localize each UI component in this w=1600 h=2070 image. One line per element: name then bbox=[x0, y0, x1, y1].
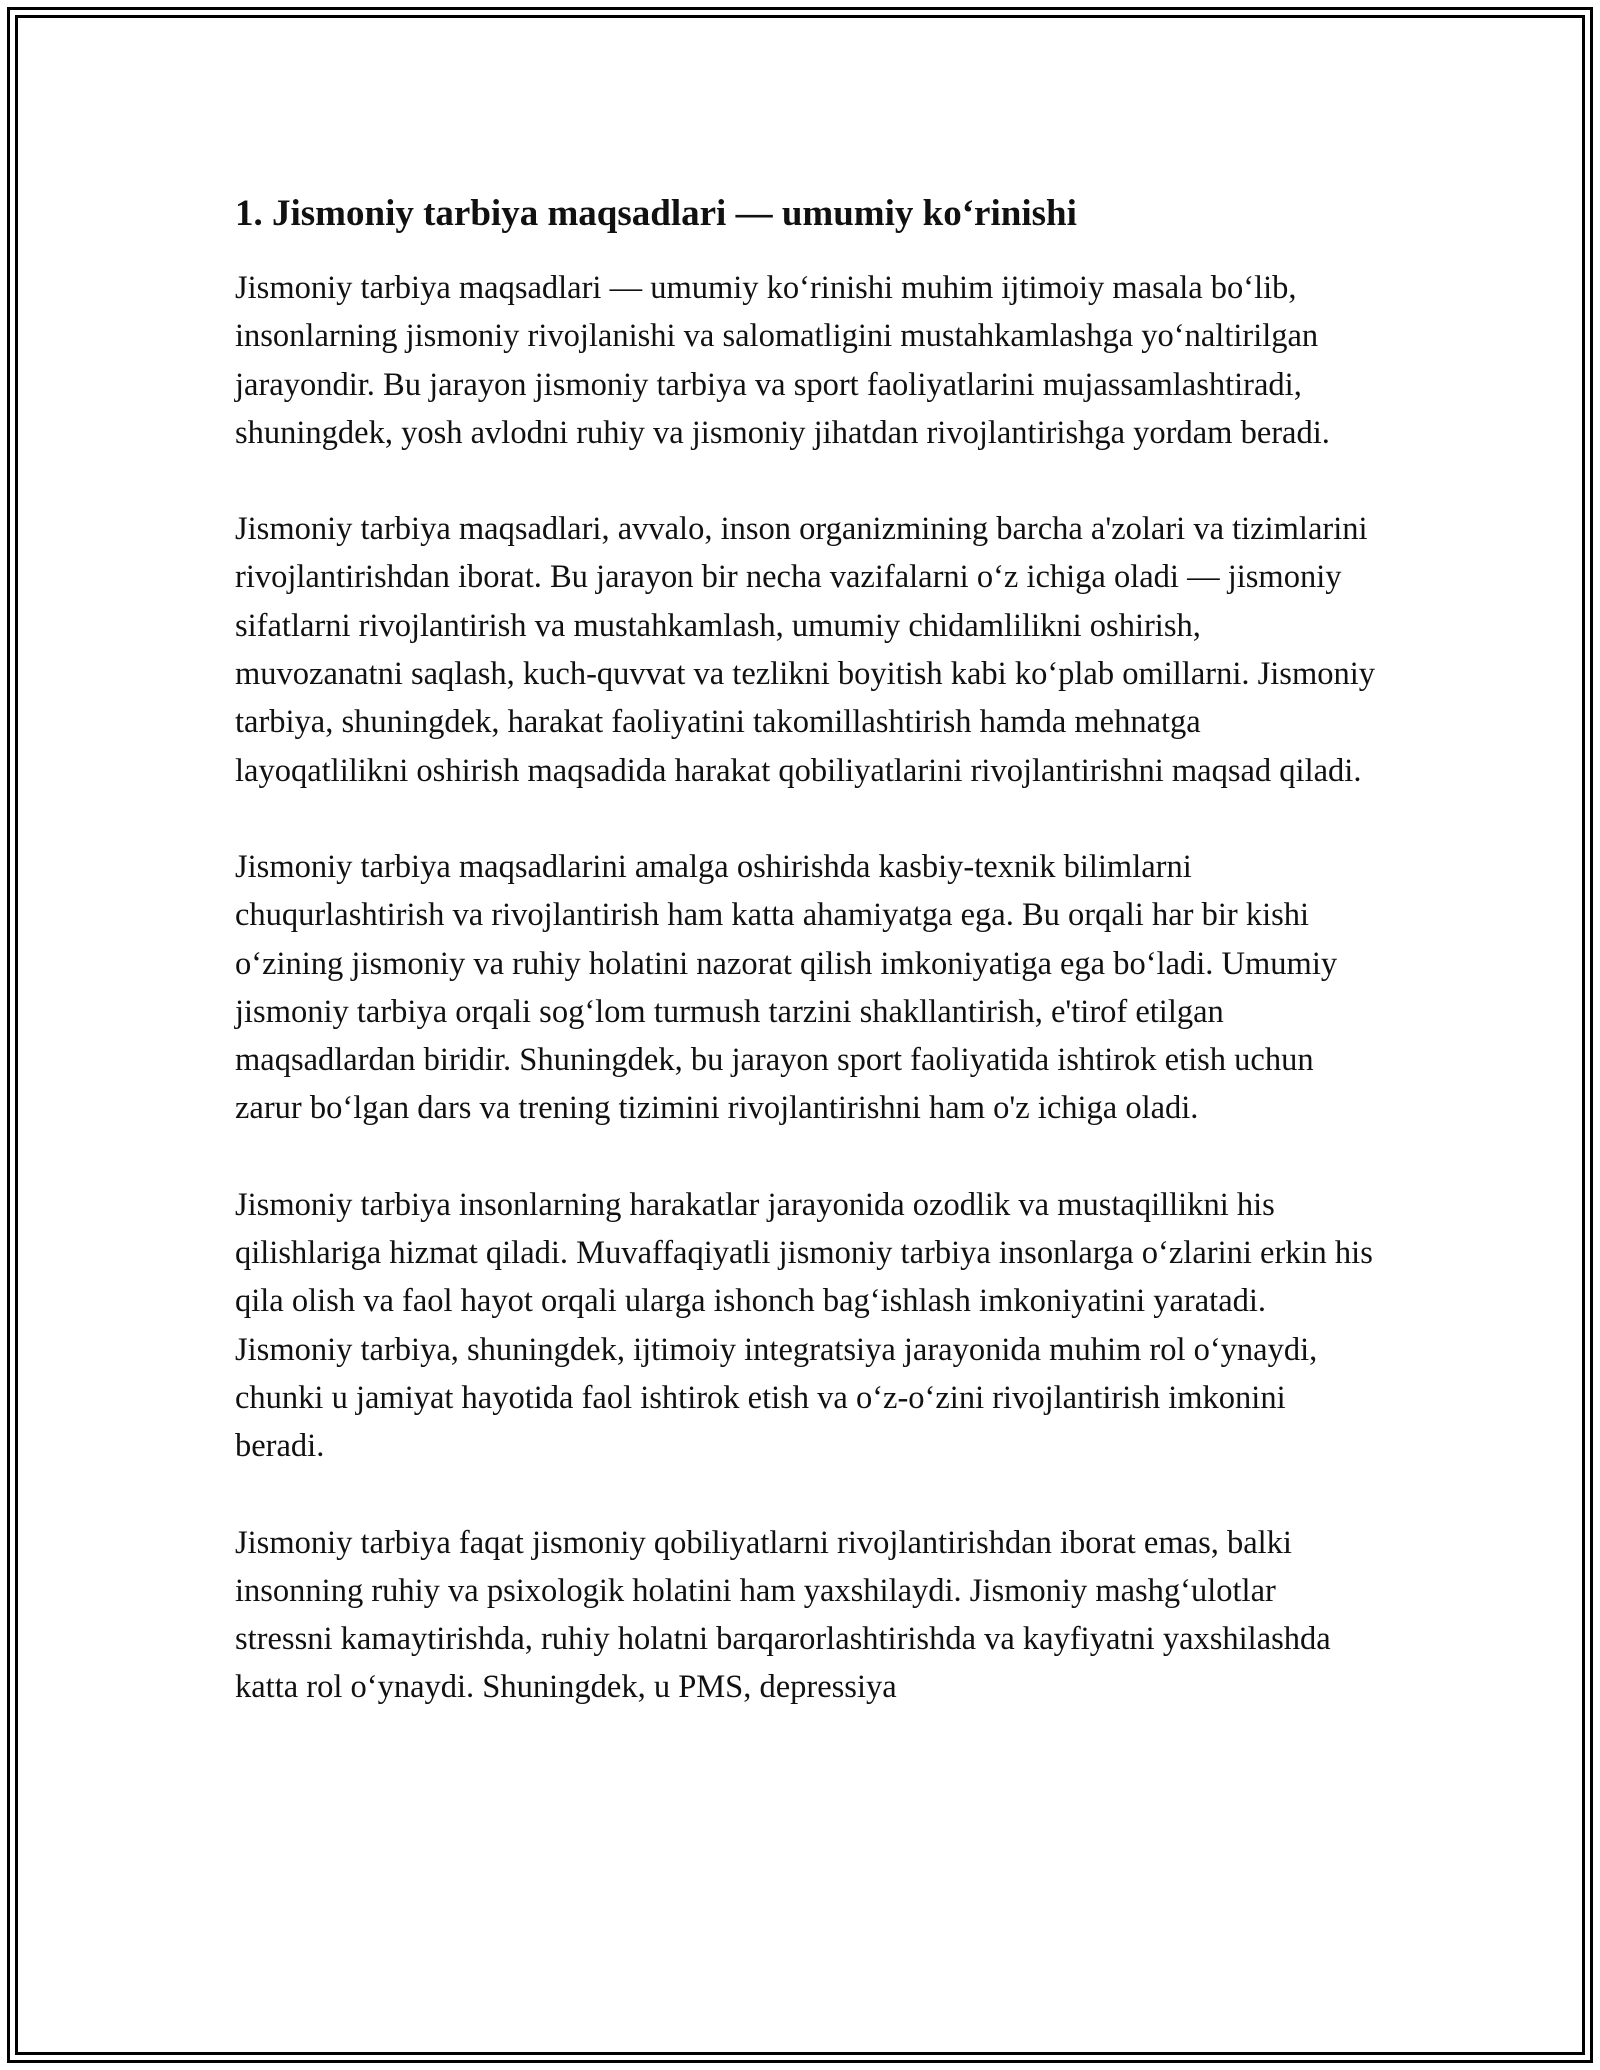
paragraph-5: Jismoniy tarbiya faqat jismoniy qobiliyatlarni rivojlantirishdan iborat emas, balki insonning ruhiy va psixologik holatini ham yaxshilaydi. Jismoniy mashg‘ulotlar stressni kamaytirishda, ruhiy holatni barqarorlashtirishda va kayfiyatni yaxshilashda katta rol o‘ynaydi. Shuningdek, u PMS, depressiya bbox=[235, 1524, 1331, 1706]
document-body bbox=[235, 186, 1375, 1760]
paragraph-4: Jismoniy tarbiya insonlarning harakatlar jarayonida ozodlik va mustaqillikni his qilishlariga hizmat qiladi. Muvaffaqiyatli jismoniy tarbiya insonlarga o‘zlarini erkin his qila olish va faol hayot orqali ularga ishonch bag‘ishlash imkoniyatini yaratadi. Jismoniy tarbiya, shuningdek, ijtimoiy integratsiya jarayonida muhim rol o‘ynaydi, chunki u jamiyat hayotida faol ishtirok etish va o‘z-o‘zini rivojlantirish imkonini beradi. bbox=[235, 1186, 1373, 1465]
paragraph-3: Jismoniy tarbiya maqsadlarini amalga oshirishda kasbiy-texnik bilimlarni chuqurlashtirish va rivojlantirish ham katta ahamiyatga ega. Bu orqali har bir kishi o‘zining jismoniy va ruhiy holatini nazorat qilish imkoniyatiga ega bo‘ladi. Umumiy jismoniy tarbiya orqali sog‘lom turmush tarzini shakllantirish, e'tirof etilgan maqsadlardan biridir. Shuningdek, bu jarayon sport faoliyatida ishtirok etish uchun zarur bo‘lgan dars va trening tizimini rivojlantirishni ham o'z ichiga oladi. bbox=[235, 848, 1338, 1127]
section-heading: 1. Jismoniy tarbiya maqsadlari — umumiy ko‘rinishi bbox=[235, 193, 1077, 234]
paragraph-1: Jismoniy tarbiya maqsadlari — umumiy ko‘rinishi muhim ijtimoiy masala bo‘lib, insonlarning jismoniy rivojlanishi va salomatligini mustahkamlashga yo‘naltirilgan jarayondir. Bu jarayon jismoniy tarbiya va sport faoliyatlarini mujassamlashtiradi, shuningdek, yosh avlodni ruhiy va jismoniy jihatdan rivojlantirishga yordam beradi. bbox=[235, 270, 1330, 451]
paragraph-2: Jismoniy tarbiya maqsadlari, avvalo, inson organizmining barcha a'zolari va tizimlarini rivojlantirishdan iborat. Bu jarayon bir necha vazifalarni o‘z ichiga oladi — jismoniy sifatlarni rivojlantirish va mustahkamlash, umumiy chidamlilikni oshirish, muvozanatni saqlash, kuch-quvvat va tezlikni boyitish kabi ko‘plab omillarni. Jismoniy tarbiya, shuningdek, harakat faoliyatini takomillashtirish hamda mehnatga layoqatlilikni oshirish maqsadida harakat qobiliyatlarini rivojlantirishni maqsad qiladi. bbox=[235, 511, 1376, 789]
